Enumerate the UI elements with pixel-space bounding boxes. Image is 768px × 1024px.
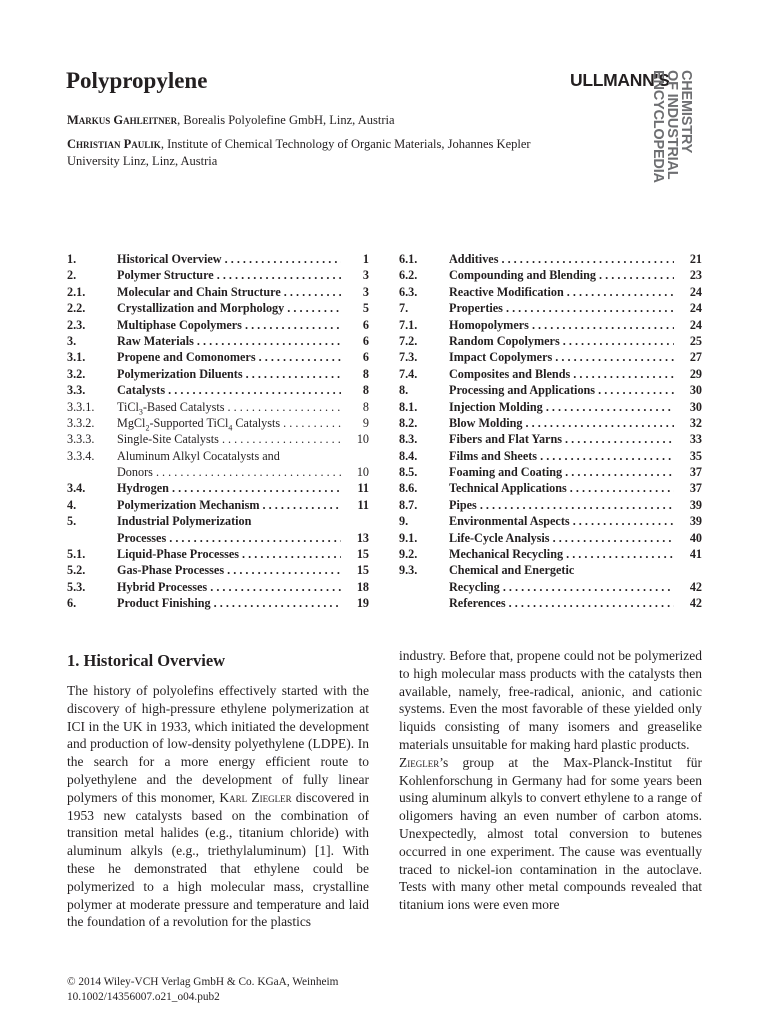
logo-main-text: ULLMANN'S [570, 70, 670, 90]
toc-entry [67, 562, 369, 578]
toc-label [117, 448, 341, 481]
toc-number: 8.5. [399, 465, 418, 480]
toc-leader-dots [562, 432, 674, 446]
toc-label [449, 480, 674, 496]
toc-number: 8.1. [399, 399, 418, 414]
toc-leader-dots [503, 301, 674, 315]
toc-label-text: Hydrogen [117, 481, 169, 496]
toc-label-text: Processing and Applications [449, 383, 596, 398]
text-run: The history of polyolefins effectively started with the discovery of high-pressure ethylene polymerization at ICI in the UK in 1933, which initiated the development and production of low-density polyethylene (LDPE). In the search for a more energy efficient route to polyethylene and the development of fully linear polymers of this monomer, [67, 683, 369, 805]
toc-label [117, 415, 341, 431]
toc-number: 5.1. [67, 547, 86, 562]
toc-entry [67, 579, 369, 595]
toc-page-number: 8 [362, 383, 369, 398]
toc-number: 3.2. [67, 366, 86, 381]
toc-number: 9.3. [399, 563, 418, 578]
toc-page-number: 18 [356, 579, 369, 594]
toc-entry [67, 382, 369, 398]
toc-entry [399, 251, 702, 267]
toc-entry [399, 562, 702, 595]
toc-label-text: Environmental Aspects [449, 514, 570, 529]
toc-label-text: Random Copolymers [449, 333, 560, 348]
toc-label-text: Additives [449, 252, 499, 266]
toc-leader-dots [194, 334, 341, 348]
toc-label-text: Polymerization Diluents [117, 366, 243, 381]
toc-leader-dots [222, 252, 341, 266]
toc-page-number: 27 [689, 350, 702, 365]
toc-leader-dots [280, 416, 341, 430]
toc-number: 6. [67, 596, 77, 611]
toc-label [449, 349, 674, 365]
toc-number: 8.2. [399, 415, 418, 430]
toc-label-text: Technical Applications [449, 481, 567, 496]
toc-number: 5. [67, 514, 77, 529]
toc-label [449, 333, 674, 349]
toc-label [449, 300, 674, 316]
toc-label [117, 579, 341, 595]
toc-page-number: 21 [689, 251, 702, 266]
toc-label [449, 562, 674, 595]
toc-entry [67, 448, 369, 481]
toc-label-text: Hybrid Processes [117, 579, 208, 594]
toc-label-text: Single-Site Catalysts [117, 432, 219, 447]
toc-number: 8.3. [399, 432, 418, 447]
toc-number: 7.1. [399, 317, 418, 332]
paragraph: industry. Before that, propene could not be polymerized to high molecular mass products with the catalysts then available, namely, free-radical, anionic, and cationic systems. Even the most favorable of these yielded only liquids consisting of many isomers and greaselike materials unsuitable for making hard plastic products. [399, 648, 702, 752]
toc-number: 3.3.1. [67, 399, 95, 414]
toc-leader-dots [560, 334, 674, 348]
toc-label-text: Propene and Comonomers [117, 350, 256, 365]
toc-number: 3.3.2. [67, 415, 95, 430]
toc-leader-dots [563, 547, 674, 561]
text-run: ’s group at the Max-Planck-Institut für Kohlenforschung in Germany had for some years been using aluminum alkyls to convert ethylene to a range of oligomers having an even number of carbon atoms. Unexpectedly, almost total conversion to butenes occurred in one experiment. The cause was eventually traced to nickel-ion contamination in the autoclave. Tests with many other metal compounds revealed that titanium ions were even more [399, 754, 702, 913]
toc-label-text: Injection Molding [449, 399, 543, 414]
toc-entry [399, 448, 702, 464]
toc-page-number: 33 [689, 432, 702, 447]
toc-number: 3.1. [67, 350, 86, 365]
toc-leader-dots [570, 514, 674, 528]
toc-page-number: 30 [689, 399, 702, 414]
toc-entry [399, 546, 702, 562]
toc-page-number: 39 [689, 514, 702, 529]
toc-label-text: Homopolymers [449, 317, 529, 332]
toc-label-text: Polymer Structure [117, 268, 214, 283]
toc-leader-dots [224, 563, 341, 577]
toc-entry [399, 431, 702, 447]
logo-line-1: ENCYCLOPEDIA [650, 70, 666, 183]
toc-label-text: Pipes [449, 497, 477, 512]
toc-label-text: MgCl$_2$-Supported TiCl$_4$ Catalysts [117, 415, 281, 432]
toc-label [117, 431, 341, 447]
toc-entry [67, 546, 369, 562]
toc-entry [399, 399, 702, 415]
toc-leader-dots [153, 465, 341, 479]
toc-entry [399, 333, 702, 349]
toc-label-line-2: Donors [117, 465, 153, 480]
body-column-2 [399, 647, 702, 914]
toc-number: 5.3. [67, 579, 86, 594]
table-of-contents-left [67, 251, 369, 612]
toc-page-number: 23 [689, 268, 702, 283]
toc-label [117, 251, 341, 267]
toc-page-number: 39 [689, 497, 702, 512]
toc-leader-dots [552, 350, 674, 364]
toc-number: 6.1. [399, 252, 418, 266]
toc-entry [399, 267, 702, 283]
toc-label-line-2: Processes [117, 530, 167, 545]
text-run: discovered in 1953 new catalysts based on the combination of transition metal halides (e.g., titanium chloride) with aluminum alkyls (e.g., triethylaluminum) [1]. With these he demonstrated that ethylene could be polymerized to a high molecular mass, crystalline polymer at moderate pressure and temperature and laid the foundation of a revolution for the plastics [67, 789, 369, 930]
toc-entry [399, 349, 702, 365]
toc-page-number: 6 [362, 350, 369, 365]
article-title: Polypropylene [66, 68, 208, 93]
toc-label [117, 333, 341, 349]
toc-entry [67, 513, 369, 546]
person-name: Karl Ziegler [219, 789, 292, 805]
toc-number: 6.3. [399, 284, 418, 299]
toc-label [449, 366, 674, 382]
toc-page-number: 32 [689, 415, 702, 430]
toc-leader-dots [211, 596, 341, 610]
toc-leader-dots [543, 400, 674, 414]
toc-label [449, 317, 674, 333]
toc-number: 7.3. [399, 350, 418, 365]
toc-entry [399, 415, 702, 431]
toc-label [449, 595, 674, 611]
toc-entry [67, 267, 369, 283]
toc-label-text: Gas-Phase Processes [117, 563, 225, 578]
toc-leader-dots [596, 268, 674, 282]
toc-label-text: Mechanical Recycling [449, 547, 564, 562]
toc-entry [67, 415, 369, 431]
toc-label-line-1: Industrial Polymerization [117, 514, 252, 529]
toc-label [117, 317, 341, 333]
toc-leader-dots [477, 498, 674, 512]
toc-label-text: Fibers and Flat Yarns [449, 432, 562, 447]
author-1 [67, 112, 567, 129]
toc-number: 9.2. [399, 547, 418, 562]
toc-leader-dots [169, 481, 341, 495]
toc-leader-dots [570, 367, 674, 381]
toc-leader-dots [242, 318, 341, 332]
toc-label [117, 300, 341, 316]
toc-label [449, 513, 674, 529]
toc-label [449, 284, 674, 300]
toc-label-text: Blow Molding [449, 415, 523, 430]
toc-leader-dots [537, 449, 674, 463]
toc-page-number: 10 [356, 432, 369, 447]
section-heading: 1. Historical Overview [67, 651, 226, 670]
toc-label-text: References [449, 596, 506, 611]
toc-label [449, 251, 674, 267]
toc-number: 2. [67, 268, 77, 283]
toc-page-number: 30 [689, 383, 702, 398]
toc-page-number: 11 [357, 481, 369, 496]
author-1-name: Markus Gahleitner [67, 113, 178, 127]
toc-entry [67, 431, 369, 447]
toc-page-number: 40 [689, 530, 702, 545]
toc-label [449, 530, 674, 546]
toc-page-number: 6 [362, 333, 369, 348]
toc-entry [399, 317, 702, 333]
toc-leader-dots [595, 383, 674, 397]
toc-label-line-1: Chemical and Energetic [449, 563, 575, 578]
toc-page-number: 19 [356, 596, 369, 611]
toc-number: 5.2. [67, 563, 86, 578]
toc-label [117, 349, 341, 365]
toc-label [117, 546, 341, 562]
toc-leader-dots [562, 465, 674, 479]
doi-line: 10.1002/14356007.o21_o04.pub2 [67, 991, 220, 1003]
toc-entry [399, 382, 702, 398]
toc-entry [399, 595, 702, 611]
toc-label [117, 399, 341, 415]
toc-page-number: 11 [357, 497, 369, 512]
toc-number: 8.6. [399, 481, 418, 496]
toc-number: 7.2. [399, 333, 418, 348]
toc-label [117, 267, 341, 283]
toc-label [449, 497, 674, 513]
toc-number: 3. [67, 333, 77, 348]
toc-entry [399, 300, 702, 316]
toc-page-number: 29 [689, 366, 702, 381]
toc-entry [399, 513, 702, 529]
paragraph [399, 754, 702, 914]
toc-page-number: 13 [356, 530, 369, 545]
copyright-line: © 2014 Wiley-VCH Verlag GmbH & Co. KGaA, Weinheim [67, 976, 339, 988]
toc-page-number: 9 [362, 415, 369, 430]
toc-page-number: 15 [356, 547, 369, 562]
toc-number: 4. [67, 497, 77, 512]
toc-number: 8.4. [399, 448, 418, 463]
toc-label-text: Foaming and Coating [449, 465, 563, 480]
toc-label-text: Composites and Blends [449, 366, 571, 381]
toc-entry [67, 284, 369, 300]
toc-leader-dots [284, 301, 341, 315]
toc-label [449, 464, 674, 480]
toc-label-text: Impact Copolymers [449, 350, 553, 365]
toc-number: 9. [399, 514, 409, 529]
toc-entry [67, 349, 369, 365]
toc-entry [67, 399, 369, 415]
body-column-1 [67, 682, 369, 931]
author-1-affiliation: , Borealis Polyolefine GmbH, Linz, Austria [177, 113, 395, 127]
toc-page-number: 41 [689, 547, 702, 562]
toc-leader-dots [567, 481, 674, 495]
toc-number: 3.4. [67, 481, 86, 496]
toc-label-text: Molecular and Chain Structure [117, 284, 281, 299]
author-2 [67, 136, 567, 170]
paragraph [67, 682, 369, 931]
toc-page-number: 8 [362, 366, 369, 381]
toc-leader-dots [243, 367, 341, 381]
toc-entry [67, 366, 369, 382]
toc-entry [399, 497, 702, 513]
person-name: Ziegler [399, 754, 440, 770]
logo-line-3: CHEMISTRY [678, 70, 694, 154]
toc-leader-dots [550, 531, 674, 545]
toc-leader-dots [219, 432, 341, 446]
toc-number: 2.3. [67, 317, 86, 332]
toc-leader-dots [225, 400, 342, 414]
toc-label-text: TiCl$_3$-Based Catalysts [117, 399, 225, 415]
toc-label [449, 267, 674, 283]
toc-leader-dots [165, 383, 341, 397]
toc-number: 7. [399, 301, 409, 316]
logo-line-2: OF INDUSTRIAL [664, 70, 680, 180]
toc-entry [67, 333, 369, 349]
toc-label-text: Liquid-Phase Processes [117, 547, 239, 562]
toc-number: 3.3.4. [67, 448, 95, 463]
toc-entry [67, 595, 369, 611]
toc-label-text: Compounding and Blending [449, 268, 596, 283]
toc-page-number: 10 [356, 465, 369, 480]
toc-label-text: Crystallization and Morphology [117, 301, 285, 316]
toc-entry [67, 480, 369, 496]
toc-label [117, 595, 341, 611]
toc-label-text: Product Finishing [117, 596, 211, 611]
toc-page-number: 3 [362, 268, 369, 283]
toc-page-number: 35 [689, 448, 702, 463]
toc-label [117, 513, 341, 546]
toc-label-text: Polymerization Mechanism [117, 497, 260, 512]
toc-page-number: 37 [689, 465, 702, 480]
toc-number: 2.1. [67, 284, 86, 299]
toc-label-text: Properties [449, 301, 503, 316]
toc-leader-dots [498, 252, 674, 266]
author-2-affiliation: , Institute of Chemical Technology of Organic Materials, Johannes Kepler University Linz, Linz, Austria [67, 137, 531, 168]
toc-label [449, 415, 674, 431]
toc-label [449, 382, 674, 398]
toc-leader-dots [281, 285, 341, 299]
toc-leader-dots [256, 350, 341, 364]
toc-label [117, 480, 341, 496]
toc-label-text: Catalysts [117, 383, 166, 398]
table-of-contents-right [399, 251, 702, 612]
toc-entry [399, 284, 702, 300]
toc-number: 3.3.3. [67, 432, 95, 447]
toc-page-number: 3 [362, 284, 369, 299]
toc-page-number: 25 [689, 333, 702, 348]
toc-page-number: 24 [689, 301, 702, 316]
footer [67, 975, 338, 1005]
toc-label [117, 366, 341, 382]
ullmanns-logo [570, 70, 702, 202]
toc-entry [399, 480, 702, 496]
toc-page-number: 37 [689, 481, 702, 496]
toc-leader-dots [166, 531, 341, 545]
toc-number: 6.2. [399, 268, 418, 283]
toc-leader-dots [500, 580, 674, 594]
toc-leader-dots [207, 580, 341, 594]
toc-label [117, 497, 341, 513]
toc-number: 8. [399, 383, 409, 398]
toc-entry [67, 317, 369, 333]
toc-leader-dots [506, 596, 674, 610]
toc-label-text: Reactive Modification [449, 284, 564, 299]
toc-entry [67, 251, 369, 267]
toc-page-number: 8 [362, 399, 369, 414]
toc-label-text: Raw Materials [117, 333, 194, 348]
toc-leader-dots [239, 547, 341, 561]
toc-label-line-2: Recycling [449, 579, 500, 594]
toc-page-number: 6 [362, 317, 369, 332]
toc-page-number: 15 [356, 563, 369, 578]
toc-number: 3.3. [67, 383, 86, 398]
toc-number: 1. [67, 252, 77, 266]
toc-label [117, 284, 341, 300]
toc-page-number: 42 [689, 579, 702, 594]
toc-label-line-1: Aluminum Alkyl Cocatalysts and [117, 448, 280, 463]
toc-page-number: 1 [362, 251, 369, 266]
toc-label [449, 431, 674, 447]
toc-number: 7.4. [399, 366, 418, 381]
toc-label-text: Multiphase Copolymers [117, 317, 242, 332]
toc-leader-dots [260, 498, 342, 512]
toc-entry [399, 530, 702, 546]
toc-page-number: 24 [689, 284, 702, 299]
toc-label [117, 382, 341, 398]
toc-page-number: 24 [689, 317, 702, 332]
toc-entry [399, 464, 702, 480]
toc-label [449, 399, 674, 415]
toc-number: 8.7. [399, 497, 418, 512]
toc-page-number: 42 [689, 596, 702, 611]
toc-label-text: Life-Cycle Analysis [449, 530, 550, 545]
toc-leader-dots [564, 285, 674, 299]
toc-label [449, 546, 674, 562]
toc-page-number: 5 [362, 301, 369, 316]
toc-leader-dots [529, 318, 674, 332]
toc-entry [67, 300, 369, 316]
toc-number: 2.2. [67, 301, 86, 316]
toc-leader-dots [522, 416, 674, 430]
toc-number: 9.1. [399, 530, 418, 545]
toc-label-text: Films and Sheets [449, 448, 538, 463]
toc-leader-dots [214, 268, 341, 282]
toc-label [449, 448, 674, 464]
author-2-name: Christian Paulik [67, 137, 161, 151]
toc-entry [67, 497, 369, 513]
toc-label [117, 562, 341, 578]
toc-label-text: Historical Overview [117, 252, 222, 266]
toc-entry [399, 366, 702, 382]
